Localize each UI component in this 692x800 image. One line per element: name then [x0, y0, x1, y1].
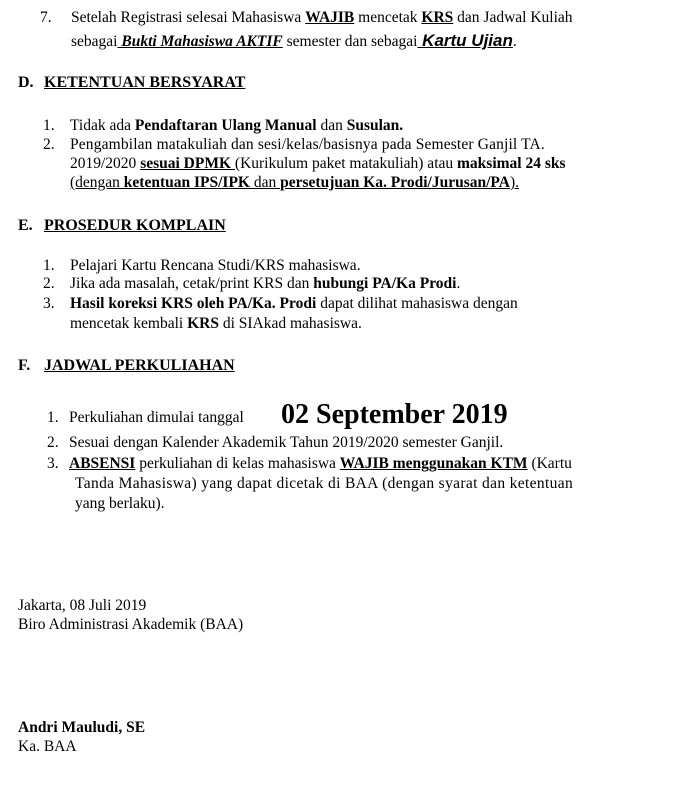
section-e-item-1	[43, 256, 653, 276]
item-number: 3.	[43, 295, 55, 312]
item-text: Pelajari Kartu Rencana Studi/KRS mahasiswa.	[70, 257, 361, 274]
item-text: Jika ada masalah, cetak/print KRS dan hubungi PA/Ka Prodi.	[70, 275, 461, 292]
start-date: 02 September 2019	[281, 399, 508, 430]
item-text-line-1: Hasil koreksi KRS oleh PA/Ka. Prodi dapat dilihat mahasiswa dengan	[70, 295, 518, 312]
item-text-line-1: ABSENSI perkuliahan di kelas mahasiswa WAJIB menggunakan KTM (Kartu	[69, 455, 572, 472]
section-e-item-3	[43, 294, 653, 334]
section-f-item-2	[47, 433, 657, 453]
item-number: 7.	[40, 9, 52, 26]
signer-title: Ka. BAA	[18, 738, 77, 755]
item-number: 1.	[43, 117, 55, 134]
item-number: 2.	[43, 136, 55, 153]
item-text-line-3: yang berlaku).	[75, 495, 165, 512]
office-name: Biro Administrasi Akademik (BAA)	[18, 616, 244, 633]
item-number: 2.	[47, 434, 59, 451]
item-text-line-2: 2019/2020 sesuai DPMK (Kurikulum paket matakuliah) atau maksimal 24 sks	[70, 155, 566, 172]
item-text-line-1: Pengambilan matakuliah dan sesi/kelas/basisnya pada Semester Ganjil TA.	[70, 136, 545, 153]
section-e-heading	[18, 216, 418, 236]
item-7-line-1: Setelah Registrasi selesai Mahasiswa WAJIB mencetak KRS dan Jadwal Kuliah	[71, 9, 573, 26]
section-title: PROSEDUR KOMPLAIN	[44, 217, 226, 234]
section-e-item-2	[43, 274, 653, 294]
item-text: Tidak ada Pendaftaran Ulang Manual dan Susulan.	[70, 117, 404, 134]
place-date: Jakarta, 08 Juli 2019	[18, 597, 147, 614]
section-letter: F.	[18, 357, 31, 374]
section-f-item-1	[47, 396, 657, 432]
section-d-item-2	[43, 135, 653, 195]
item-text: Perkuliahan dimulai tanggal	[69, 409, 244, 426]
item-text-line-3: (dengan ketentuan IPS/IPK dan persetujuan Ka. Prodi/Jurusan/PA).	[70, 174, 519, 191]
item-number: 1.	[47, 409, 59, 426]
signer-name: Andri Mauludi, SE	[18, 719, 146, 736]
item-text: Sesuai dengan Kalender Akademik Tahun 2019/2020 semester Ganjil.	[69, 434, 504, 451]
item-number: 2.	[43, 275, 55, 292]
section-f-heading	[18, 356, 418, 376]
section-title: JADWAL PERKULIAHAN	[44, 357, 235, 374]
item-7	[40, 8, 660, 52]
section-letter: E.	[18, 217, 33, 234]
item-text-line-2: mencetak kembali KRS di SIAkad mahasiswa.	[70, 315, 362, 332]
section-d-heading	[18, 73, 418, 93]
section-title: KETENTUAN BERSYARAT	[44, 74, 246, 91]
section-d-item-1	[43, 116, 663, 136]
item-number: 1.	[43, 257, 55, 274]
item-number: 3.	[47, 455, 59, 472]
item-7-line-2: sebagai Bukti Mahasiswa AKTIF semester dan sebagai Kartu Ujian.	[71, 31, 517, 50]
section-f-item-3	[47, 454, 657, 514]
item-text-line-2: Tanda Mahasiswa) yang dapat dicetak di BAA (dengan syarat dan ketentuan	[75, 475, 574, 492]
section-letter: D.	[18, 74, 34, 91]
